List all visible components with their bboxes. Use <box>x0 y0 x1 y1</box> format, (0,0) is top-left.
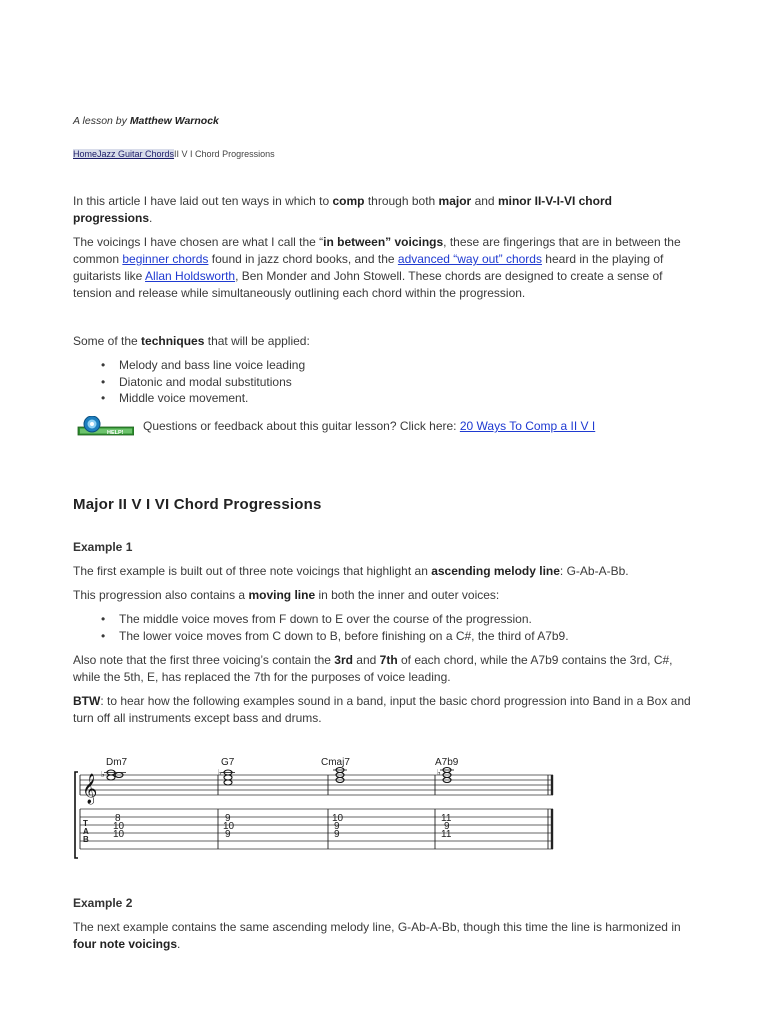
chord-notation <box>73 752 558 862</box>
treble-clef-icon: 𝄞 <box>82 774 98 804</box>
svg-text:B: B <box>83 835 89 844</box>
beginner-chords-link[interactable]: beginner chords <box>122 252 209 266</box>
tab-number: 10 <box>113 821 125 832</box>
tab-number: 9 <box>444 821 450 832</box>
byline-prefix: A lesson by <box>73 115 130 127</box>
techniques-list <box>73 357 305 407</box>
tab-number: 9 <box>225 829 231 840</box>
example-1-title: Example 1 <box>73 540 133 554</box>
chord-name-cmaj7: Cmaj7 <box>321 757 350 768</box>
example-1-paragraph-4: BTW: to hear how the following examples sound in a band, input the basic chord progression into Band in a Box and turn off all instruments except bass and drums. <box>73 694 691 725</box>
svg-text:♭: ♭ <box>101 770 105 779</box>
help-text: Questions or feedback about this guitar lesson? Click here: 20 Ways To Comp a II V I <box>143 419 596 433</box>
breadcrumb-home[interactable]: Home <box>73 149 98 159</box>
example-1-paragraph-3: Also note that the first three voicing’s contain the 3rd and 7th of each chord, while the A7b9 contains the 3rd, C#, while the 5th, E, has replaced the 7th for the purposes of voice leading. <box>73 653 673 684</box>
example-2-paragraph-1: The next example contains the same ascending melody line, G-Ab-A-Bb, though this time the line is harmonized in four note voicings. <box>73 920 681 951</box>
tab-number: 10 <box>113 829 125 840</box>
chord-noteheads <box>104 768 454 786</box>
tab-barlines <box>80 809 552 849</box>
tab-number: 9 <box>334 821 340 832</box>
author-name: Matthew Warnock <box>129 115 219 127</box>
example-1-paragraph-1: The first example is built out of three note voicings that highlight an ascending melody line: G-Ab-A-Bb. <box>73 564 629 578</box>
breadcrumb-section[interactable]: Jazz Guitar Chords <box>97 149 175 159</box>
breadcrumb <box>73 149 275 159</box>
byline <box>73 115 219 127</box>
tab-number: 9 <box>225 813 231 824</box>
tab-clef <box>83 819 89 844</box>
breadcrumb-current: II V I Chord Progressions <box>174 149 275 159</box>
tab-number: 9 <box>334 829 340 840</box>
example-1-paragraph-2: This progression also contains a moving line in both the inner and outer voices: <box>73 588 500 602</box>
list-item: • The lower voice moves from C down to B, before finishing on a C#, the third of A7b9. <box>119 628 569 645</box>
allan-holdsworth-link[interactable]: Allan Holdsworth <box>145 269 236 283</box>
help-icon-label: HELP! <box>107 430 124 436</box>
voicings-paragraph: The voicings I have chosen are what I call the “in between” voicings, these are fingerings that are in between the common beginner chords found in jazz chord books, and the advanced “way out” chords heard in the playing of guitarists like Allan Holdsworth, Ben Monder and John Stowell. These chords are designed to create a sense of tension and release while simultaneously outlining each chord within the progression. <box>73 235 681 300</box>
svg-text:♭: ♭ <box>218 768 222 777</box>
list-item: • The middle voice moves from F down to E over the course of the progression. <box>119 611 569 628</box>
tab-number: 8 <box>115 813 121 824</box>
list-item: • Melody and bass line voice leading <box>119 357 305 374</box>
section-title: Major II V I VI Chord Progressions <box>73 496 322 513</box>
advanced-chords-link[interactable]: advanced “way out” chords <box>397 252 542 266</box>
chord-name-dm7: Dm7 <box>106 757 128 768</box>
staff-lines <box>80 775 553 795</box>
svg-text:A: A <box>83 827 89 836</box>
tab-number: 11 <box>441 829 452 840</box>
list-item: • Middle voice movement. <box>119 390 305 407</box>
example-1-list <box>73 611 569 644</box>
system-bracket <box>75 772 78 858</box>
list-item: • Diatonic and modal substitutions <box>119 374 305 391</box>
tab-number: 10 <box>223 821 235 832</box>
tab-lines <box>80 809 553 849</box>
techniques-intro: Some of the techniques that will be applied: <box>73 334 310 348</box>
accidentals <box>101 768 441 779</box>
chord-name-g7: G7 <box>221 757 235 768</box>
intro-paragraph: In this article I have laid out ten ways in which to comp through both major and minor II-V-I-VI chord progressions. <box>73 194 612 225</box>
help-icon[interactable] <box>76 416 134 436</box>
svg-text:T: T <box>83 819 88 828</box>
chord-name-a7b9: A7b9 <box>435 757 459 768</box>
tab-number: 10 <box>332 813 344 824</box>
help-link[interactable]: 20 Ways To Comp a II V I <box>459 419 596 433</box>
tab-number: 11 <box>441 813 452 824</box>
example-2-title: Example 2 <box>73 896 133 910</box>
svg-text:♭: ♭ <box>437 768 441 777</box>
